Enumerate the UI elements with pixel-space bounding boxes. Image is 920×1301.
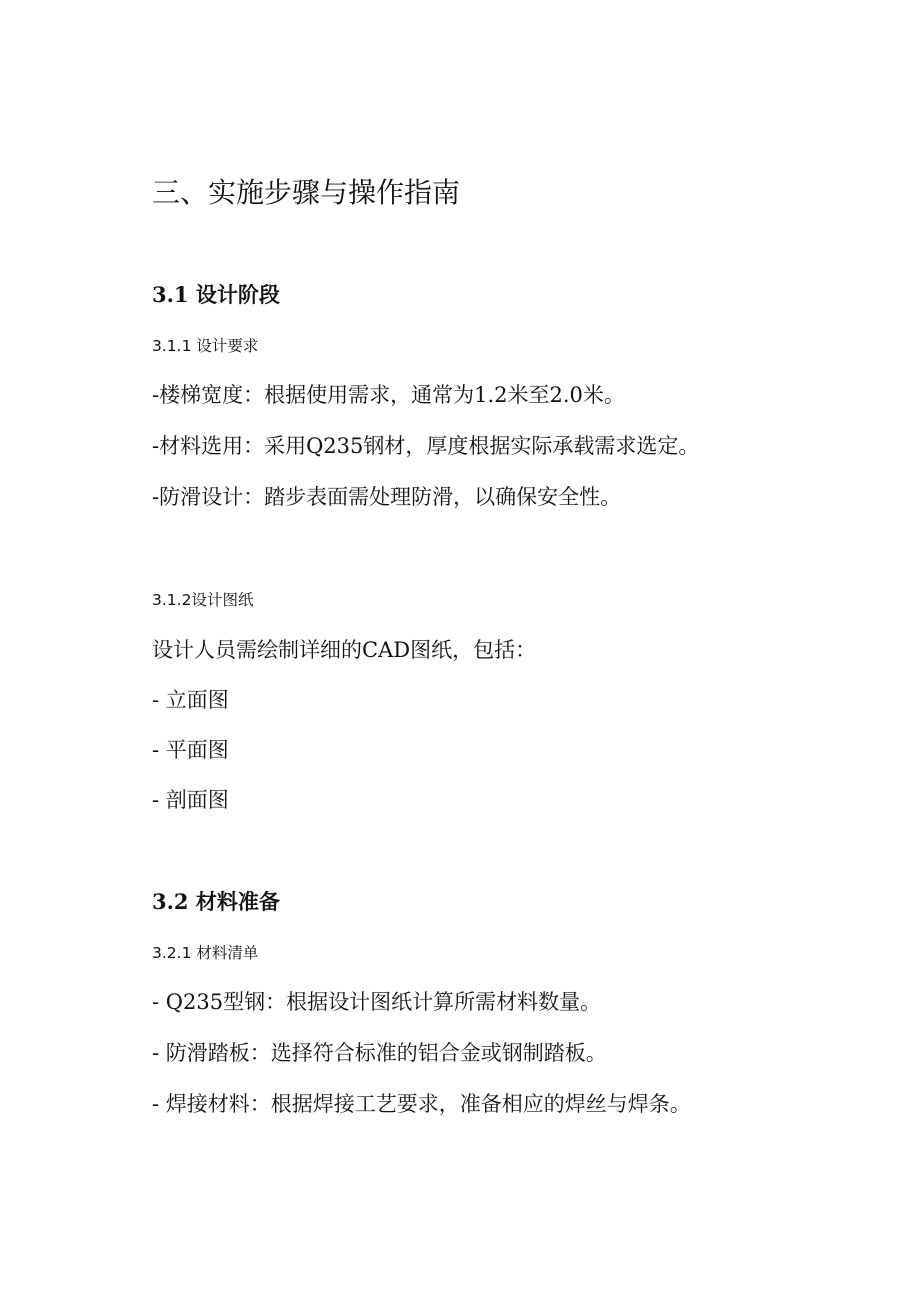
subsection-3-1-1-heading: 3.1.1 设计要求 <box>152 337 259 355</box>
subsection-3-1-2-heading: 3.1.2设计图纸 <box>152 591 254 609</box>
list-item: - 防滑踏板：选择符合标准的铝合金或钢制踏板。 <box>152 1041 607 1065</box>
list-item: - 剖面图 <box>152 788 229 812</box>
section-3-2-heading: 3.2 材料准备 <box>152 889 280 914</box>
page-title: 三、实施步骤与操作指南 <box>152 176 461 209</box>
list-item: - 平面图 <box>152 738 229 762</box>
subsection-3-2-1-heading: 3.2.1 材料清单 <box>152 944 259 962</box>
paragraph: 设计人员需绘制详细的CAD图纸，包括： <box>152 638 537 662</box>
list-item: - Q235型钢：根据设计图纸计算所需材料数量。 <box>152 990 602 1014</box>
list-item: -材料选用：采用Q235钢材，厚度根据实际承载需求选定。 <box>152 434 700 458</box>
list-item: - 焊接材料：根据焊接工艺要求，准备相应的焊丝与焊条。 <box>152 1092 691 1116</box>
list-item: -楼梯宽度：根据使用需求，通常为1.2米至2.0米。 <box>152 383 625 407</box>
list-item: - 立面图 <box>152 688 229 712</box>
list-item: -防滑设计：踏步表面需处理防滑，以确保安全性。 <box>152 485 622 509</box>
section-3-1-heading: 3.1 设计阶段 <box>152 282 280 307</box>
